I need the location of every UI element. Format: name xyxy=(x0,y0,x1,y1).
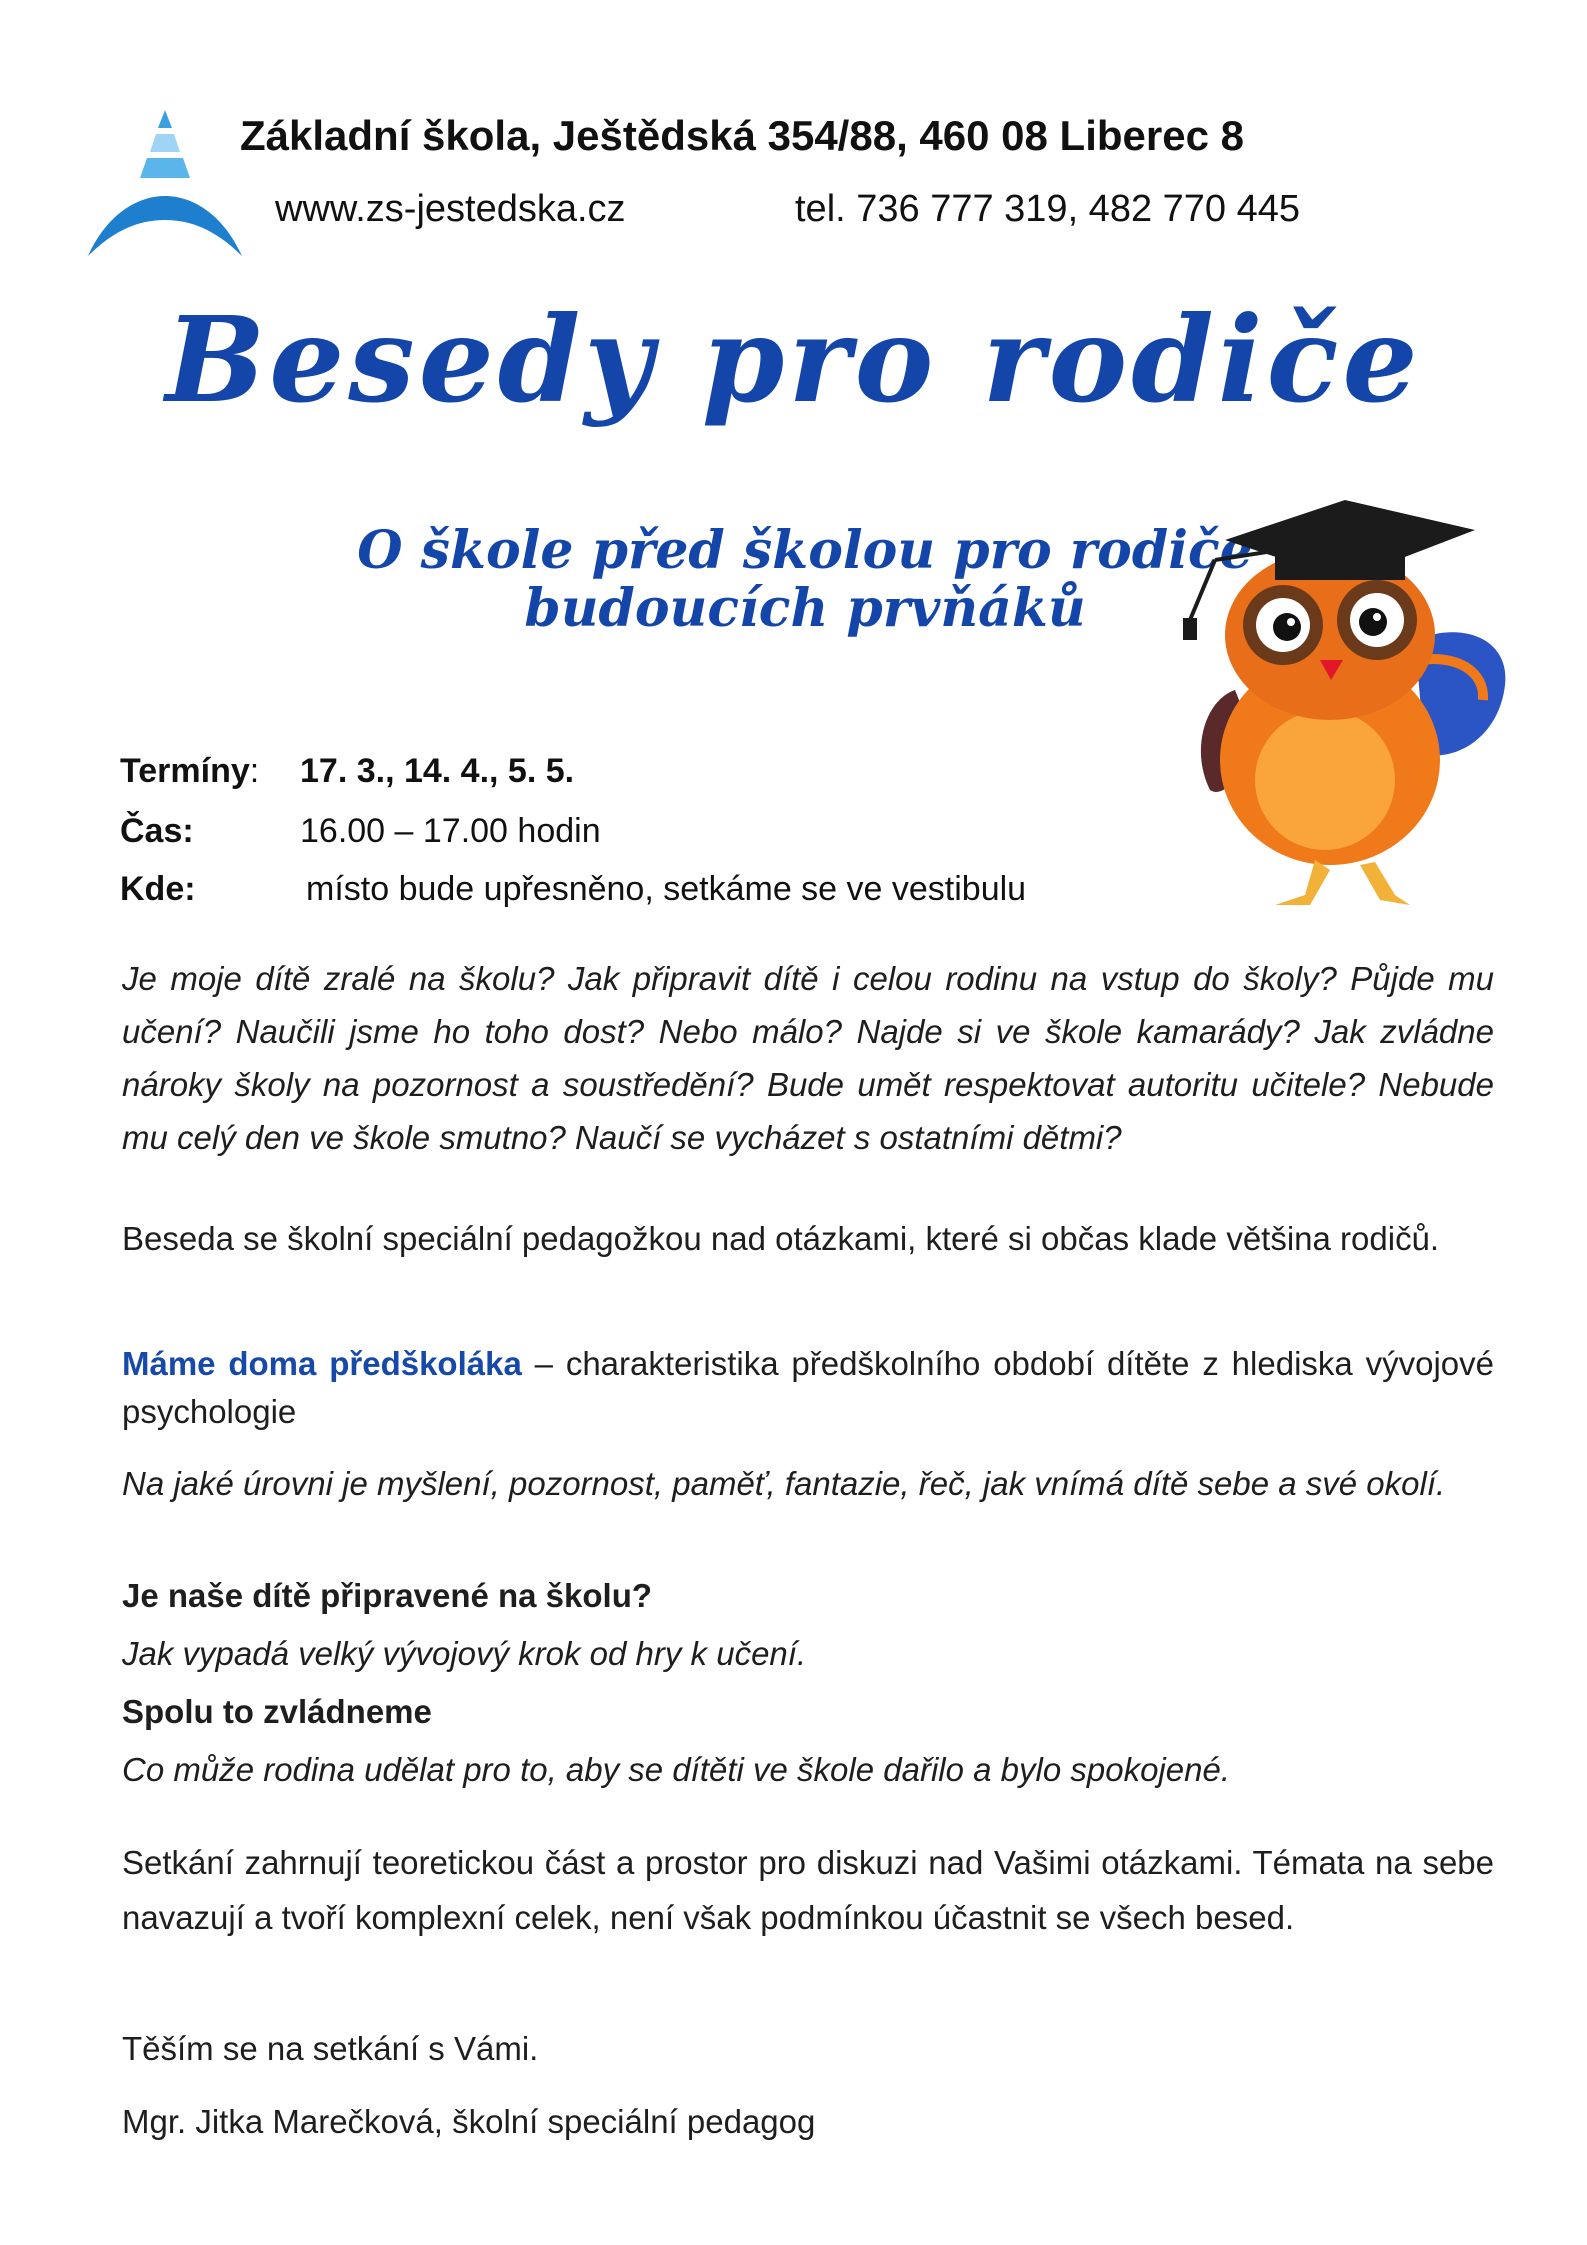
time-label: Čas: xyxy=(120,812,194,850)
subtitle xyxy=(330,522,1280,638)
topic-3-detail: Co může rodina udělat pro to, aby se dítěti ve škole dařilo a bylo spokojené. xyxy=(122,1751,1230,1788)
time-row xyxy=(120,812,601,851)
topic-1-detail: Na jaké úrovni je myšlení, pozornost, paměť, fantazie, řeč, jak vnímá dítě sebe a své okolí. xyxy=(122,1465,1446,1502)
dates-row xyxy=(120,752,575,791)
time-value: 16.00 – 17.00 hodin xyxy=(300,812,601,850)
topic-3-heading: Spolu to zvládneme xyxy=(122,1693,432,1730)
school-phone: tel. 736 777 319, 482 770 445 xyxy=(795,188,1301,230)
place-value: místo bude upřesněno, setkáme se ve vestibulu xyxy=(306,870,1027,908)
subtitle-line-2: budoucích prvňáků xyxy=(524,578,1086,639)
topic-2-heading: Je naše dítě připravené na školu? xyxy=(122,1577,653,1614)
graduate-owl-icon xyxy=(1165,470,1525,910)
dates-label: Termíny xyxy=(120,752,250,790)
page-title: Besedy pro rodiče xyxy=(165,290,1422,429)
place-label: Kde: xyxy=(120,870,196,908)
school-website[interactable]: www.zs-jestedska.cz xyxy=(275,188,626,230)
topic-2-detail: Jak vypadá velký vývojový krok od hry k učení. xyxy=(122,1635,807,1672)
intro-paragraph: Beseda se školní speciální pedagožkou nad otázkami, které si občas klade většina rodičů. xyxy=(122,1220,1440,1257)
school-logo-icon xyxy=(86,108,244,258)
closing-paragraph: Setkání zahrnují teoretickou část a prostor pro diskuzi nad Vašimi otázkami. Témata na sebe navazují a tvoří komplexní celek, není však podmínkou účastnit se všech besed. xyxy=(122,1844,1494,1936)
dates-value: 17. 3., 14. 4., 5. 5. xyxy=(300,752,575,790)
greeting: Těším se na setkání s Vámi. xyxy=(122,2030,539,2067)
signature: Mgr. Jitka Marečková, školní speciální pedagog xyxy=(122,2103,816,2140)
subtitle-line-1: O škole před školou pro rodiče xyxy=(357,520,1253,581)
topic-1 xyxy=(122,1340,1494,1436)
school-name: Základní škola, Ještědská 354/88, 460 08 Liberec 8 xyxy=(240,112,1244,159)
topic-1-heading-suffix: – charakteristika předškolního období dítěte z hlediska vývojové psychologie xyxy=(122,1345,1494,1430)
place-row xyxy=(120,870,1027,909)
dates-colon: : xyxy=(249,752,260,790)
topic-1-heading: Máme doma předškoláka xyxy=(122,1345,522,1382)
questions-paragraph: Je moje dítě zralé na školu? Jak připravit dítě i celou rodinu na vstup do školy? Půjde mu učení? Naučili jsme ho toho dost? Nebo málo? Najde si ve škole kamarády? Jak zvládne nároky školy na pozornost a soustředění? Bude umět respektovat autoritu učitele? Nebude mu celý den ve škole smutno? Naučí se vycházet s ostatními dětmi? xyxy=(122,960,1494,1156)
